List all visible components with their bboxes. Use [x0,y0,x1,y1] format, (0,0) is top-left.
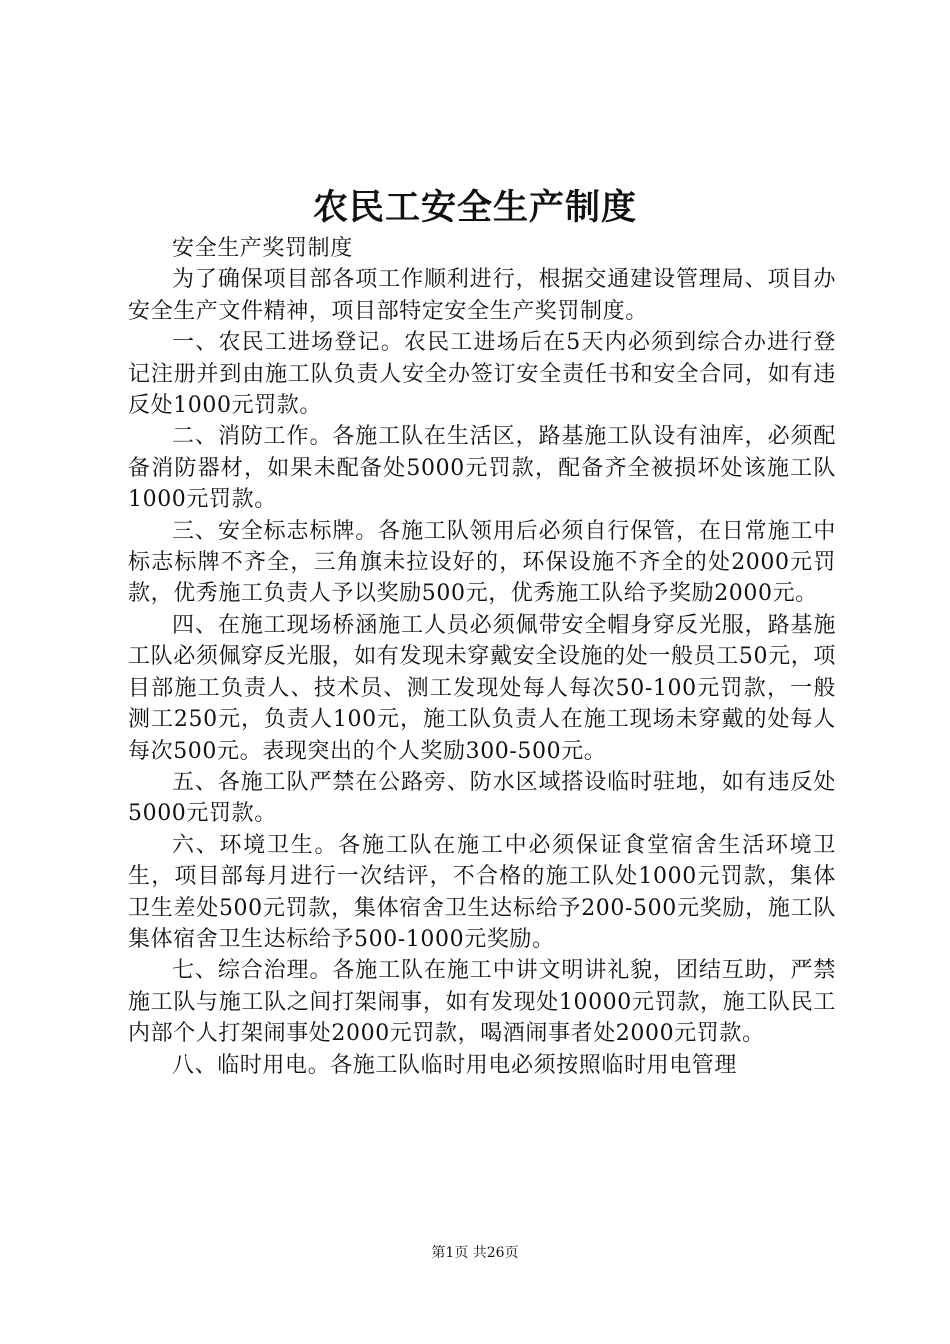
document-title: 农民工安全生产制度 [312,187,637,228]
paragraph-item-3: 三、安全标志标牌。各施工队领用后必须自行保管，在日常施工中标志标牌不齐全，三角旗未拉设好的，环保设施不齐全的处2000元罚款，优秀施工负责人予以奖励500元，优秀施工队给予奖励2000元。 [128,518,836,607]
paragraph-item-4: 四、在施工现场桥涵施工人员必须佩带安全帽身穿反光服，路基施工队必须佩穿反光服，如有发现未穿戴安全设施的处一般员工50元，项目部施工负责人、技术员、测工发现处每人每次50-100元罚款，一般测工250元，负责人100元，施工队负责人在施工现场未穿戴的处每人每次500元。表现突出的个人奖励300-500元。 [128,612,836,764]
document-body [128,233,836,1081]
paragraph-item-7: 七、综合治理。各施工队在施工中讲文明讲礼貌，团结互助，严禁施工队与施工队之间打架闹事，如有发现处10000元罚款，施工队民工内部个人打架闹事处2000元罚款，喝酒闹事者处2000元罚款。 [128,958,836,1047]
paragraph-item-2: 二、消防工作。各施工队在生活区，路基施工队设有油库，必须配备消防器材，如果未配备处5000元罚款，配备齐全被损坏处该施工队1000元罚款。 [128,424,836,513]
page-number-footer: 第1页 共26页 [431,1245,519,1261]
paragraph-item-1: 一、农民工进场登记。农民工进场后在5天内必须到综合办进行登记注册并到由施工队负责人安全办签订安全责任书和安全合同，如有违反处1000元罚款。 [128,330,836,419]
paragraph-subtitle: 安全生产奖罚制度 [172,236,353,261]
paragraph-item-6: 六、环境卫生。各施工队在施工中必须保证食堂宿舍生活环境卫生，项目部每月进行一次结评，不合格的施工队处1000元罚款，集体卫生差处500元罚款，集体宿舍卫生达标给予200-500元奖励，施工队集体宿舍卫生达标给予500-1000元奖励。 [128,832,836,952]
paragraph-intro: 为了确保项目部各项工作顺利进行，根据交通建设管理局、项目办安全生产文件精神，项目部特定安全生产奖罚制度。 [128,267,836,324]
paragraph-item-8: 八、临时用电。各施工队临时用电必须按照临时用电管理 [172,1052,738,1078]
paragraph-item-5: 五、各施工队严禁在公路旁、防水区域搭设临时驻地，如有违反处5000元罚款。 [128,769,836,827]
